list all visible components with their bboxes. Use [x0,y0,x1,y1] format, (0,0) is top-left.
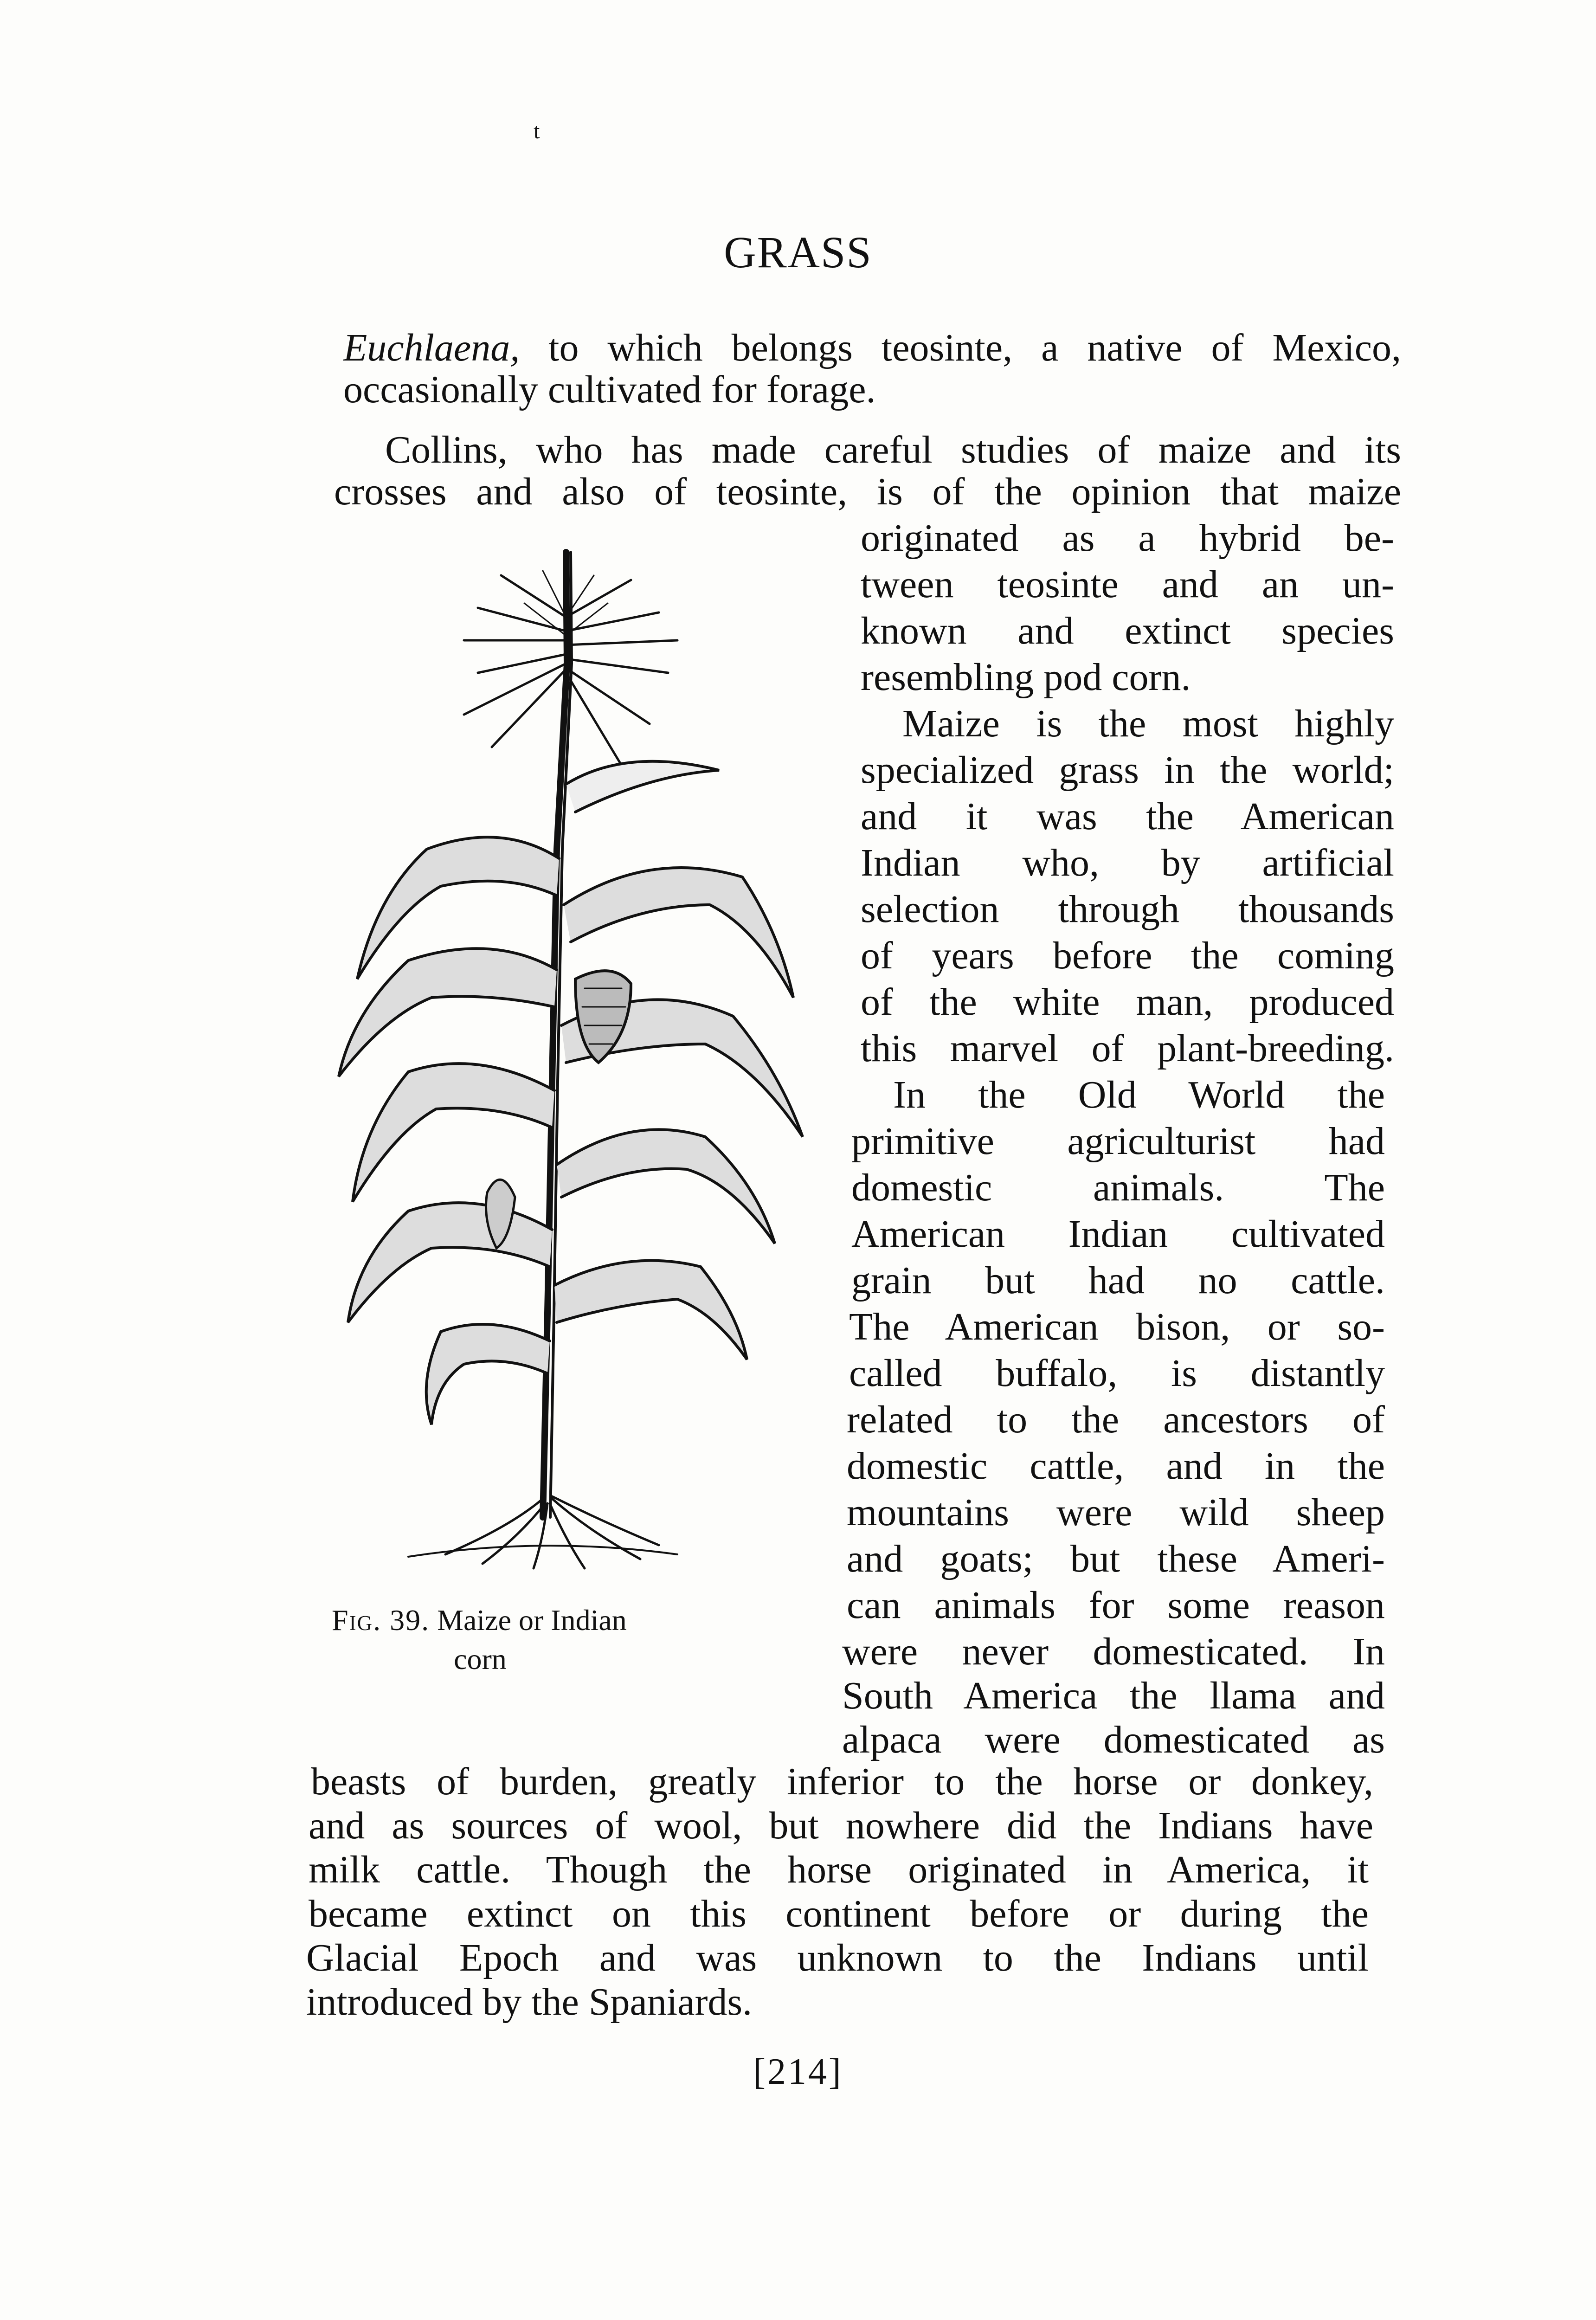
maize-plant-icon [325,524,849,1582]
text-line: known and extinct species [861,609,1394,652]
text-line: tween teosinte and an un- [861,563,1394,606]
figure-label: Fig. 39. [332,1604,430,1637]
text-line: The American bison, or so- [849,1305,1385,1348]
running-head: GRASS [724,227,872,277]
text-line: beasts of burden, greatly inferior to the horse or donkey, [311,1760,1373,1803]
text-span: to which belongs teosinte, a native of Mexico, [520,326,1401,369]
text-line [343,325,1401,371]
text-line: Collins, who has made careful studies of maize and its [385,428,1401,471]
text-line: grain but had no cattle. [851,1259,1385,1302]
text-line: and goats; but these Ameri- [847,1537,1385,1580]
text-line: called buffalo, is distantly [849,1352,1385,1395]
page-mark: t [534,119,540,143]
text-line: originated as a hybrid be- [861,516,1394,560]
text-line: Maize is the most highly [902,702,1394,745]
text-line: occasionally cultivated for forage. [343,368,876,411]
text-line: domestic cattle, and in the [847,1444,1385,1488]
text-line: crosses and also of teosinte, is of the opinion that maize [334,470,1401,513]
text-line: American Indian cultivated [851,1212,1385,1256]
text-line: introduced by the Spaniards. [306,1980,753,2024]
text-line: and it was the American [861,795,1394,838]
genus-name: Euchlaena, [343,326,520,369]
text-line: primitive agriculturist had [851,1120,1385,1163]
text-line: selection through thousands [861,888,1394,931]
text-line: In the Old World the [893,1073,1385,1116]
text-line: related to the ancestors of [847,1398,1385,1441]
text-line: South America the llama and [842,1674,1385,1717]
text-line: can animals for some reason [847,1584,1385,1627]
text-line: became extinct on this continent before or during the [309,1892,1369,1935]
text-line: of years before the coming [861,934,1394,977]
text-line: were never domesticated. In [842,1630,1385,1673]
caption-text-continued: corn [454,1643,507,1676]
text-line: milk cattle. Though the horse originated in America, it [309,1848,1369,1891]
text-line: specialized grass in the world; [861,748,1394,792]
caption-text: Maize or Indian [437,1604,627,1637]
text-line: domestic animals. The [851,1166,1385,1209]
page-number: [214] [753,2051,843,2092]
maize-illustration [325,524,849,1582]
text-line: Glacial Epoch and was unknown to the Indians until [306,1936,1369,1979]
text-line: resembling pod corn. [861,656,1191,699]
text-line: Indian who, by artificial [861,841,1394,884]
text-line: and as sources of wool, but nowhere did the Indians have [309,1804,1373,1847]
text-line: mountains were wild sheep [847,1491,1385,1534]
figure-caption [332,1601,786,1679]
text-line: this marvel of plant-breeding. [861,1027,1394,1070]
text-line: of the white man, produced [861,980,1394,1024]
text-line: alpaca were domesticated as [842,1718,1385,1761]
